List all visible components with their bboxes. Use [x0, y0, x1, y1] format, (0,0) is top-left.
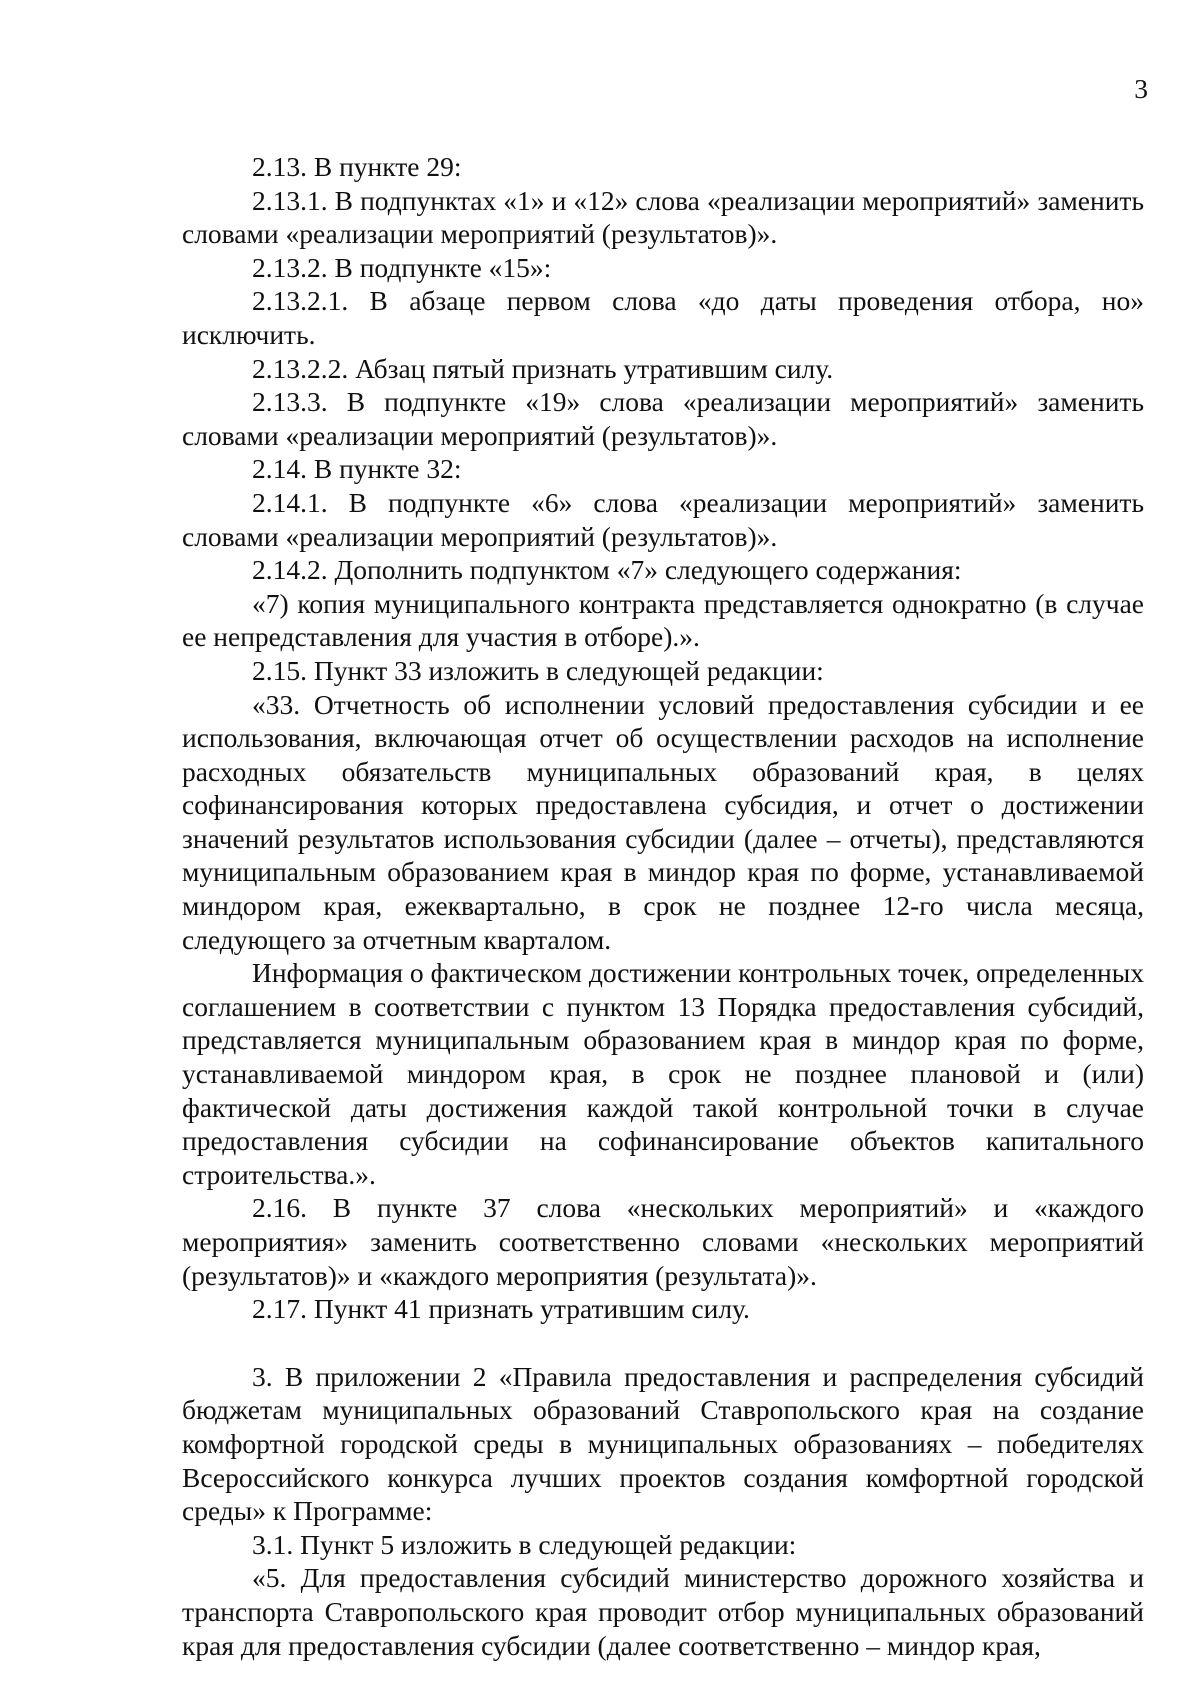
- paragraph-2-13-2-2: 2.13.2.2. Абзац пятый признать утратившим силу.: [252, 352, 834, 384]
- paragraph-subclause-7: «7) копия муниципального контракта представляется однократно (в случае ее непредставления для участия в отборе).».: [182, 587, 1144, 653]
- paragraph-control-points: Информация о фактическом достижении контрольных точек, определенных соглашением в соответствии с пунктом 13 Порядка предоставления субсидий, представляется муниципальным образованием края в миндор края по форме, устанавливаемой миндором края, в срок не позднее плановой и (или) фактической даты достижения каждой такой контрольной точки в случае предоставления субсидии на софинансирование объектов капитального строительства.».: [182, 957, 1144, 1190]
- paragraph-3-1: 3.1. Пункт 5 изложить в следующей редакции:: [252, 1528, 797, 1560]
- paragraph-2-14-2: 2.14.2. Дополнить подпунктом «7» следующего содержания:: [252, 554, 962, 586]
- paragraph-clause-33: «33. Отчетность об исполнении условий предоставления субсидии и ее использования, включающая отчет об осуществлении расходов на исполнение расходных обязательств муниципальных образований края, в целях софинансирования которых предоставлена субсидия, и отчет о достижении значений результатов использования субсидии (далее – отчеты), представляются муниципальным образованием края в миндор края по форме, устанавливаемой миндором края, ежеквартально, в срок не позднее 12-го числа месяца, следующего за отчетным кварталом.: [182, 688, 1144, 955]
- paragraph-2-16: 2.16. В пункте 37 слова «нескольких мероприятий» и «каждого мероприятия» заменить соответственно словами «нескольких мероприятий (результатов)» и «каждого мероприятия (результата)».: [182, 1192, 1144, 1291]
- paragraph-2-13-2-1: 2.13.2.1. В абзаце первом слова «до даты проведения отбора, но» исключить.: [182, 285, 1144, 350]
- paragraph-2-13-3: 2.13.3. В подпункте «19» слова «реализации мероприятий» заменить словами «реализации мероприятий (результатов)».: [182, 386, 1144, 451]
- paragraph-2-14-1: 2.14.1. В подпункте «6» слова «реализации мероприятий» заменить словами «реализации мероприятий (результатов)».: [182, 486, 1144, 552]
- paragraph-2-13-2: 2.13.2. В подпункте «15»:: [252, 251, 552, 283]
- paragraph-2-15: 2.15. Пункт 33 изложить в следующей редакции:: [252, 654, 824, 686]
- paragraph-clause-5: «5. Для предоставления субсидий министерство дорожного хозяйства и транспорта Ставропольского края проводит отбор муниципальных образований края для предоставления субсидии (далее соответственно – миндор края,: [182, 1562, 1144, 1661]
- paragraph-2-13: 2.13. В пункте 29:: [252, 151, 462, 182]
- paragraph-3: 3. В приложении 2 «Правила предоставления и распределения субсидий бюджетам муниципальных образований Ставропольского края на создание комфортной городской среды в муниципальных образованиях – победителях Всероссийского конкурса лучших проектов создания комфортной городской среды» к Программе:: [182, 1360, 1144, 1527]
- page-number: 3: [1134, 73, 1148, 104]
- paragraph-2-13-1: 2.13.1. В подпунктах «1» и «12» слова «реализации мероприятий» заменить словами «реализации мероприятий (результатов)».: [182, 184, 1144, 250]
- paragraph-2-14: 2.14. В пункте 32:: [252, 453, 462, 485]
- document-body: [182, 150, 1144, 1662]
- paragraph-2-17: 2.17. Пункт 41 признать утратившим силу.: [252, 1293, 750, 1325]
